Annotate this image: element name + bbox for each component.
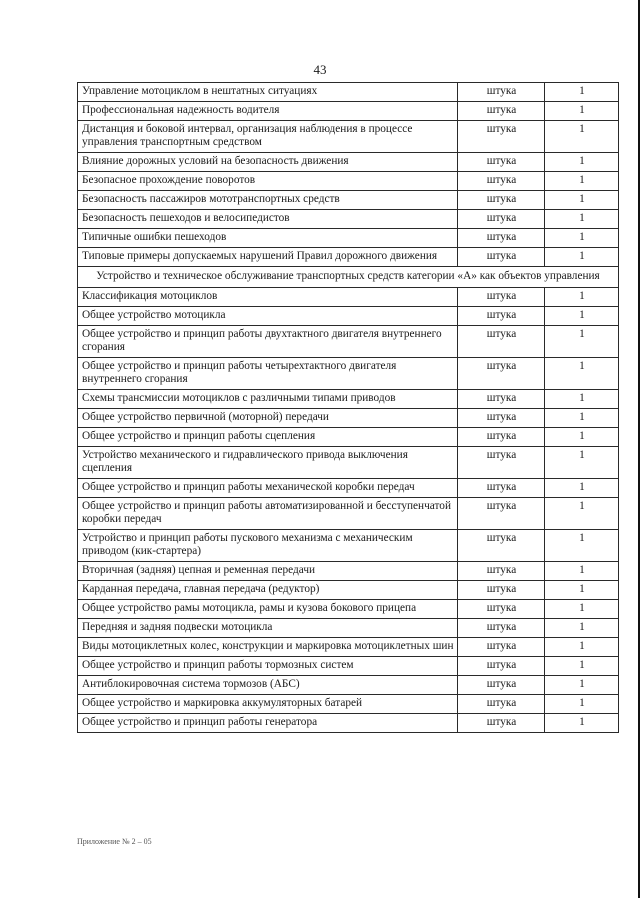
row-unit: штука [458, 409, 545, 428]
row-quantity: 1 [545, 191, 619, 210]
row-unit: штука [458, 248, 545, 267]
row-unit: штука [458, 390, 545, 409]
row-unit: штука [458, 600, 545, 619]
row-quantity: 1 [545, 428, 619, 447]
row-quantity: 1 [545, 102, 619, 121]
row-quantity: 1 [545, 288, 619, 307]
row-name: Устройство механического и гидравлического привода выключения сцепления [78, 447, 458, 479]
row-unit: штука [458, 657, 545, 676]
row-name: Дистанция и боковой интервал, организация наблюдения в процессе управления транспортным средством [78, 121, 458, 153]
row-quantity: 1 [545, 307, 619, 326]
row-name: Безопасное прохождение поворотов [78, 172, 458, 191]
row-quantity: 1 [545, 530, 619, 562]
row-unit: штука [458, 428, 545, 447]
row-unit: штука [458, 695, 545, 714]
row-unit: штука [458, 479, 545, 498]
table-row [78, 248, 619, 267]
row-name: Общее устройство и принцип работы механической коробки передач [78, 479, 458, 498]
row-name: Безопасность пешеходов и велосипедистов [78, 210, 458, 229]
row-quantity: 1 [545, 498, 619, 530]
table-row [78, 619, 619, 638]
row-quantity: 1 [545, 479, 619, 498]
section-heading-row [78, 267, 619, 288]
table-row [78, 191, 619, 210]
row-quantity: 1 [545, 581, 619, 600]
row-quantity: 1 [545, 172, 619, 191]
row-name: Общее устройство первичной (моторной) передачи [78, 409, 458, 428]
table-row [78, 581, 619, 600]
table-row [78, 229, 619, 248]
table-row [78, 530, 619, 562]
row-name: Передняя и задняя подвески мотоцикла [78, 619, 458, 638]
row-quantity: 1 [545, 409, 619, 428]
row-unit: штука [458, 102, 545, 121]
table-row [78, 326, 619, 358]
row-unit: штука [458, 121, 545, 153]
table-row [78, 210, 619, 229]
row-quantity: 1 [545, 600, 619, 619]
row-quantity: 1 [545, 638, 619, 657]
table-row [78, 695, 619, 714]
row-name: Карданная передача, главная передача (редуктор) [78, 581, 458, 600]
table-block-b [78, 288, 619, 733]
footer-note: Приложение № 2 – 05 [77, 837, 152, 846]
row-name: Общее устройство мотоцикла [78, 307, 458, 326]
row-quantity: 1 [545, 358, 619, 390]
row-unit: штука [458, 498, 545, 530]
row-unit: штука [458, 676, 545, 695]
row-name: Вторичная (задняя) цепная и ременная передачи [78, 562, 458, 581]
table-row [78, 676, 619, 695]
table-row [78, 121, 619, 153]
table-row [78, 600, 619, 619]
row-unit: штука [458, 326, 545, 358]
table-row [78, 498, 619, 530]
row-name: Виды мотоциклетных колес, конструкции и маркировка мотоциклетных шин [78, 638, 458, 657]
row-unit: штука [458, 714, 545, 733]
row-quantity: 1 [545, 619, 619, 638]
row-quantity: 1 [545, 326, 619, 358]
table-block-a [78, 83, 619, 267]
row-quantity: 1 [545, 695, 619, 714]
row-quantity: 1 [545, 248, 619, 267]
row-unit: штука [458, 638, 545, 657]
equipment-table [77, 82, 619, 733]
table-section [78, 267, 619, 288]
table-row [78, 409, 619, 428]
row-unit: штука [458, 153, 545, 172]
table-row [78, 428, 619, 447]
row-name: Общее устройство и принцип работы автоматизированной и бесступенчатой коробки передач [78, 498, 458, 530]
row-name: Общее устройство и маркировка аккумуляторных батарей [78, 695, 458, 714]
row-unit: штука [458, 581, 545, 600]
row-unit: штука [458, 288, 545, 307]
table-row [78, 153, 619, 172]
row-unit: штука [458, 191, 545, 210]
row-unit: штука [458, 562, 545, 581]
table-row [78, 562, 619, 581]
row-quantity: 1 [545, 562, 619, 581]
row-name: Влияние дорожных условий на безопасность движения [78, 153, 458, 172]
table-row [78, 83, 619, 102]
row-quantity: 1 [545, 83, 619, 102]
table-row [78, 102, 619, 121]
row-name: Типичные ошибки пешеходов [78, 229, 458, 248]
table-row [78, 638, 619, 657]
row-name: Типовые примеры допускаемых нарушений Правил дорожного движения [78, 248, 458, 267]
row-unit: штука [458, 530, 545, 562]
row-name: Устройство и принцип работы пускового механизма с механическим приводом (кик-стартера) [78, 530, 458, 562]
row-quantity: 1 [545, 676, 619, 695]
row-name: Общее устройство и принцип работы тормозных систем [78, 657, 458, 676]
table-row [78, 307, 619, 326]
section-heading: Устройство и техническое обслуживание транспортных средств категории «А» как объектов управления [78, 267, 619, 288]
table-row [78, 447, 619, 479]
row-name: Общее устройство и принцип работы двухтактного двигателя внутреннего сгорания [78, 326, 458, 358]
table-row [78, 390, 619, 409]
row-quantity: 1 [545, 390, 619, 409]
row-name: Безопасность пассажиров мототранспортных средств [78, 191, 458, 210]
row-name: Профессиональная надежность водителя [78, 102, 458, 121]
row-name: Классификация мотоциклов [78, 288, 458, 307]
row-name: Общее устройство рамы мотоцикла, рамы и кузова бокового прицепа [78, 600, 458, 619]
row-unit: штука [458, 172, 545, 191]
row-name: Управление мотоциклом в нештатных ситуациях [78, 83, 458, 102]
row-quantity: 1 [545, 229, 619, 248]
table-row [78, 657, 619, 676]
row-quantity: 1 [545, 153, 619, 172]
row-unit: штука [458, 619, 545, 638]
row-unit: штука [458, 83, 545, 102]
table-row [78, 172, 619, 191]
row-name: Общее устройство и принцип работы сцепления [78, 428, 458, 447]
table-row [78, 479, 619, 498]
row-quantity: 1 [545, 210, 619, 229]
row-unit: штука [458, 210, 545, 229]
row-quantity: 1 [545, 447, 619, 479]
row-quantity: 1 [545, 657, 619, 676]
page-number: 43 [313, 62, 327, 77]
row-name: Общее устройство и принцип работы четырехтактного двигателя внутреннего сгорания [78, 358, 458, 390]
row-name: Схемы трансмиссии мотоциклов с различными типами приводов [78, 390, 458, 409]
row-unit: штука [458, 358, 545, 390]
row-unit: штука [458, 229, 545, 248]
table-row [78, 288, 619, 307]
row-quantity: 1 [545, 121, 619, 153]
table-row [78, 714, 619, 733]
row-name: Общее устройство и принцип работы генератора [78, 714, 458, 733]
row-unit: штука [458, 447, 545, 479]
row-quantity: 1 [545, 714, 619, 733]
table-row [78, 358, 619, 390]
row-name: Антиблокировочная система тормозов (АБС) [78, 676, 458, 695]
row-unit: штука [458, 307, 545, 326]
